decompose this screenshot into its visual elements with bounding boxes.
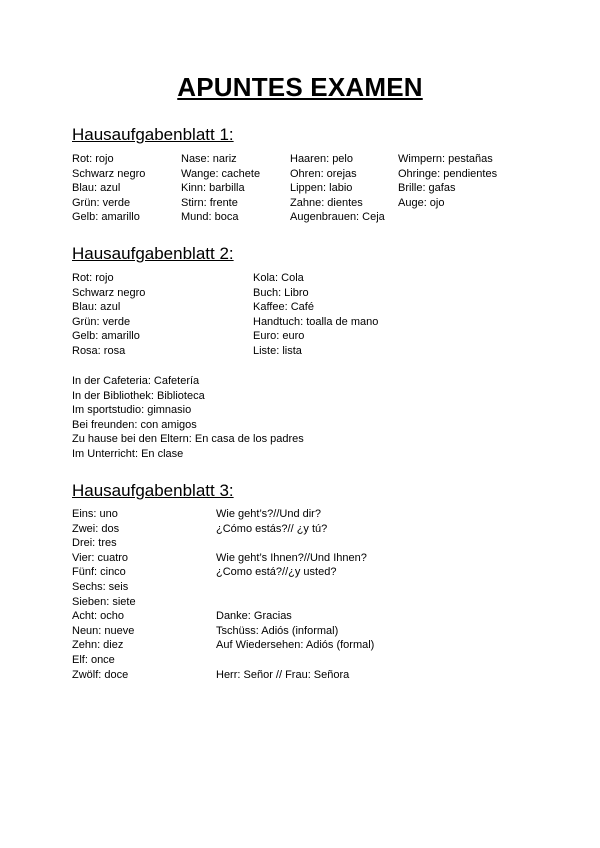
list-item: ¿Cómo estás?// ¿y tú? [216,522,328,535]
list-item: Zu hause bei den Eltern: En casa de los padres [72,433,304,446]
list-item [216,653,374,668]
list-item: Rot: rojo [72,153,114,165]
list-item: Elf: once [72,653,115,666]
list-item: Acht: ocho [72,610,124,623]
section-3-phrases-list [216,507,374,682]
list-item: Rot: rojo [72,272,114,284]
list-item: Handtuch: toalla de mano [253,315,379,328]
list-item: Blau: azul [72,301,121,314]
list-item: Nase: nariz [181,153,237,165]
list-item: Gelb: amarillo [72,211,140,224]
list-item: Zwei: dos [72,522,120,535]
list-item: Im Unterricht: En clase [72,447,184,460]
list-item: Rosa: rosa [72,344,126,357]
list-item: Ohren: orejas [290,167,357,180]
list-item: Drei: tres [72,537,117,550]
section-2-column-1 [72,271,145,359]
section-1-heading: Hausaufgabenblatt 1: [72,125,234,144]
list-item: Haaren: pelo [290,153,353,165]
section-1-column-3 [290,152,385,225]
list-item: Im sportstudio: gimnasio [72,404,192,417]
list-item: Eins: uno [72,508,118,520]
list-item: Augenbrauen: Ceja [290,211,385,224]
list-item: Wimpern: pestañas [398,153,493,165]
list-item: Auf Wiedersehen: Adiós (formal) [216,639,375,652]
list-item [216,595,374,610]
list-item: Stirn: frente [181,196,238,209]
list-item: Danke: Gracias [216,610,292,623]
list-item: Gelb: amarillo [72,330,140,343]
list-item: Sechs: seis [72,580,129,593]
list-item: Wie geht’s?//Und dir? [216,508,321,520]
list-item: Brille: gafas [398,182,456,195]
list-item: Schwarz negro [72,167,146,180]
section-1-column-2 [181,152,260,225]
list-item: Buch: Libro [253,286,309,299]
list-item: Auge: ojo [398,196,445,209]
list-item: Herr: Señor // Frau: Señora [216,668,350,681]
list-item: Grün: verde [72,196,131,209]
list-item: Mund: boca [181,211,239,224]
list-item: Liste: lista [253,344,302,357]
list-item: Neun: nueve [72,624,135,637]
list-item: Wie geht’s Ihnen?//Und Ihnen? [216,551,367,564]
list-item: Bei freunden: con amigos [72,418,197,431]
list-item: Sieben: siete [72,595,136,608]
section-1-column-1 [72,152,145,225]
section-2-column-2 [253,271,378,359]
list-item: Lippen: labio [290,182,353,195]
section-2-places-list [72,374,304,462]
list-item: Schwarz negro [72,286,146,299]
list-item: Kinn: barbilla [181,182,245,195]
list-item: Kola: Cola [253,272,304,284]
list-item: Zwölf: doce [72,668,129,681]
list-item: Vier: cuatro [72,551,129,564]
list-item: Kaffee: Café [253,301,314,314]
list-item: ¿Como está?//¿y usted? [216,566,337,579]
list-item: Wange: cachete [181,167,261,180]
list-item: Tschüss: Adiós (informal) [216,624,339,637]
list-item: Zehn: diez [72,639,124,652]
list-item: Fünf: cinco [72,566,126,579]
section-3-heading: Hausaufgabenblatt 3: [72,481,234,500]
section-1-column-4 [398,152,497,210]
list-item [216,536,374,551]
list-item: In der Cafeteria: Cafetería [72,375,200,387]
list-item: Euro: euro [253,330,305,343]
list-item: Ohringe: pendientes [398,167,498,180]
list-item: Grün: verde [72,315,131,328]
section-2-heading: Hausaufgabenblatt 2: [72,244,234,263]
page-title: APUNTES EXAMEN [177,72,423,102]
list-item: Zahne: dientes [290,196,363,209]
list-item: Blau: azul [72,182,121,195]
list-item: In der Bibliothek: Biblioteca [72,389,205,402]
section-3-numbers-list [72,507,136,682]
list-item [216,580,374,595]
